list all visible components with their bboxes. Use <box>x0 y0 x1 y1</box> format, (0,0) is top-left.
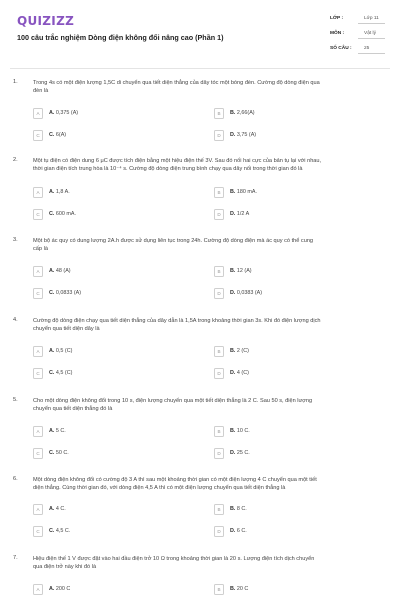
option-a[interactable] <box>33 108 188 119</box>
option-text: 180 mA. <box>236 189 257 195</box>
meta-underline <box>358 23 385 24</box>
question-text-line: thời gian điện tích trung hòa là 10⁻⁴ s. Cường độ dòng điện trung bình chạy qua dây nối trong thời gian đó là <box>33 166 303 172</box>
option-letter-box: D <box>214 448 224 459</box>
option-letter-box: A <box>33 504 43 515</box>
option-c[interactable] <box>33 209 188 220</box>
option-text: 600 mA. <box>55 211 76 217</box>
question-text <box>33 555 383 571</box>
option-a[interactable] <box>33 346 188 357</box>
option-key: C. <box>49 290 55 296</box>
question-text <box>33 157 383 173</box>
option-key: B. <box>230 428 236 434</box>
option-c[interactable] <box>33 448 188 459</box>
option-letter-box: C <box>33 209 43 220</box>
option-key: A. <box>49 428 55 434</box>
question-text-line: đèn là <box>33 88 49 94</box>
option-text: 4,5 C. <box>55 528 71 534</box>
question-text-line: Hiệu điện thế 1 V được đặt vào hai đầu điện trở 10 Ω trong khoảng thời gian là 20 s. Lượng điện tích dịch chuyển <box>33 556 315 562</box>
question-text-line: Trong 4s có một điện lượng 1,5C di chuyển qua tiết diện thẳng của dây tóc một bóng đèn. Cường độ dòng điện qua <box>33 80 320 86</box>
option-letter-box: C <box>33 130 43 141</box>
question-text-line: Cho một dòng điện không đổi trong 10 s, điện lượng chuyển qua một tiết diện thẳng là 2 C. Sau 50 s, điện lượng <box>33 398 313 404</box>
meta-class-value: Lớp 11 <box>364 16 379 21</box>
option-text: 0,5 (C) <box>55 348 73 354</box>
option-letter-box: C <box>33 288 43 299</box>
option-c[interactable] <box>33 526 188 537</box>
question-text-line: Cường độ dòng điện chạy qua tiết diện thẳng của dây dẫn là 1,5A trong khoảng thời gian 3s. Khi đó điện lượng dịch <box>33 318 321 324</box>
option-text: 1,8 A. <box>55 189 70 195</box>
option-key: C. <box>49 211 55 217</box>
option-letter-box: A <box>33 426 43 437</box>
option-letter-box: B <box>214 426 224 437</box>
question-number: 1. <box>13 79 18 85</box>
option-text: 3,75 (A) <box>236 132 257 138</box>
option-key: B. <box>230 506 236 512</box>
option-letter-box: B <box>214 108 224 119</box>
option-key: D. <box>230 132 236 138</box>
option-text: 2 (C) <box>236 348 249 354</box>
meta-underline <box>358 38 385 39</box>
option-a[interactable] <box>33 187 188 198</box>
option-d[interactable] <box>214 368 369 379</box>
option-letter-box: B <box>214 504 224 515</box>
option-text: 6(A) <box>55 132 67 138</box>
option-letter-box: D <box>214 368 224 379</box>
option-key: C. <box>49 132 55 138</box>
question-number: 5. <box>13 397 18 403</box>
option-key: C. <box>49 450 55 456</box>
option-text: 48 (A) <box>55 268 71 274</box>
option-letter-box: D <box>214 526 224 537</box>
option-letter-box: B <box>214 266 224 277</box>
option-key: A. <box>49 189 55 195</box>
question-text-line: Một dòng điện không đổi có cường độ 3 A thì sau một khoảng thời gian có một điện lượng 4 C chuyển qua một tiết <box>33 477 317 483</box>
option-d[interactable] <box>214 448 369 459</box>
option-letter-box: A <box>33 266 43 277</box>
option-key: B. <box>230 586 236 592</box>
question-text-line: Một tụ điện có điện dung 6 μC được tích điện bằng một hiệu điện thế 3V. Sau đó nối hai cực của bản tụ lại với nhau, <box>33 158 322 164</box>
option-b[interactable] <box>214 584 369 595</box>
page-title: 100 câu trắc nghiệm Dòng điện không đổi nâng cao (Phần 1) <box>17 33 224 42</box>
option-letter-box: A <box>33 187 43 198</box>
option-b[interactable] <box>214 108 369 119</box>
question-number: 7. <box>13 555 18 561</box>
option-key: B. <box>230 268 236 274</box>
option-b[interactable] <box>214 426 369 437</box>
option-b[interactable] <box>214 266 369 277</box>
option-key: A. <box>49 506 55 512</box>
option-text: 4 (C) <box>236 370 249 376</box>
option-text: 10 C. <box>236 428 250 434</box>
meta-count-label: SỐ CÂU : <box>330 46 352 51</box>
question-number: 3. <box>13 237 18 243</box>
option-letter-box: B <box>214 584 224 595</box>
option-c[interactable] <box>33 288 188 299</box>
meta-class-label: LỚP : <box>330 16 344 21</box>
question-number: 2. <box>13 157 18 163</box>
option-key: C. <box>49 528 55 534</box>
question-number: 6. <box>13 476 18 482</box>
header-divider <box>10 68 390 69</box>
question-text <box>33 476 383 492</box>
worksheet-header <box>0 0 400 68</box>
option-text: 12 (A) <box>236 268 252 274</box>
option-letter-box: D <box>214 288 224 299</box>
question-text-line: diện thẳng. Cùng thời gian đó, với dòng điện 4,5 A thì có một điện lượng chuyển qua tiết diện thẳng là <box>33 485 286 491</box>
option-b[interactable] <box>214 346 369 357</box>
meta-subject-label: MÔN : <box>330 31 345 36</box>
question-text-line: cấp là <box>33 246 48 252</box>
option-key: A. <box>49 268 55 274</box>
question-text <box>33 79 383 95</box>
option-letter-box: D <box>214 130 224 141</box>
option-a[interactable] <box>33 584 188 595</box>
option-key: D. <box>230 528 236 534</box>
option-key: D. <box>230 211 236 217</box>
option-d[interactable] <box>214 130 369 141</box>
option-a[interactable] <box>33 266 188 277</box>
option-c[interactable] <box>33 130 188 141</box>
question-text-line: chuyển qua tiết diện thẳng đó là <box>33 406 113 412</box>
option-key: C. <box>49 370 55 376</box>
option-key: A. <box>49 110 55 116</box>
option-text: 6 C. <box>236 528 247 534</box>
option-letter-box: B <box>214 346 224 357</box>
option-b[interactable] <box>214 187 369 198</box>
meta-underline <box>358 53 385 54</box>
option-letter-box: A <box>33 108 43 119</box>
option-a[interactable] <box>33 504 188 515</box>
question-number: 4. <box>13 317 18 323</box>
option-key: A. <box>49 348 55 354</box>
option-letter-box: A <box>33 346 43 357</box>
option-key: B. <box>230 348 236 354</box>
question-text-line: Một bộ ác quy có dung lượng 2A.h được sử dụng liên tục trong 24h. Cường độ dòng điện mà ác quy có thể cung <box>33 238 314 244</box>
option-letter-box: A <box>33 584 43 595</box>
option-b[interactable] <box>214 504 369 515</box>
option-key: D. <box>230 450 236 456</box>
meta-subject-value: Vật lý <box>364 31 376 36</box>
option-letter-box: B <box>214 187 224 198</box>
option-text: 25 C. <box>236 450 250 456</box>
option-text: 0,0383 (A) <box>236 290 263 296</box>
question-text-line: qua điện trở này khi đó là <box>33 564 97 570</box>
option-letter-box: D <box>214 209 224 220</box>
quizizz-logo: QUIZIZZ <box>17 14 75 28</box>
option-letter-box: C <box>33 526 43 537</box>
option-d[interactable] <box>214 526 369 537</box>
option-text: 2,66(A) <box>236 110 255 116</box>
question-text <box>33 397 383 413</box>
option-text: 4 C. <box>55 506 66 512</box>
question-text <box>33 317 383 333</box>
option-a[interactable] <box>33 426 188 437</box>
option-d[interactable] <box>214 288 369 299</box>
option-letter-box: C <box>33 448 43 459</box>
option-text: 50 C. <box>55 450 69 456</box>
option-text: 0,375 (A) <box>55 110 79 116</box>
option-text: 0,0833 (A) <box>55 290 82 296</box>
option-text: 1/2 A <box>236 211 250 217</box>
option-text: 4,5 (C) <box>55 370 73 376</box>
option-key: D. <box>230 370 236 376</box>
option-key: A. <box>49 586 55 592</box>
option-key: D. <box>230 290 236 296</box>
option-text: 20 C <box>236 586 249 592</box>
option-text: 8 C. <box>236 506 247 512</box>
question-text-line: chuyển qua tiết diện dây là <box>33 326 100 332</box>
option-key: B. <box>230 189 236 195</box>
option-d[interactable] <box>214 209 369 220</box>
option-letter-box: C <box>33 368 43 379</box>
meta-count-value: 25 <box>364 46 370 51</box>
option-key: B. <box>230 110 236 116</box>
option-c[interactable] <box>33 368 188 379</box>
question-text <box>33 237 383 253</box>
option-text: 5 C. <box>55 428 66 434</box>
option-text: 200 C <box>55 586 71 592</box>
